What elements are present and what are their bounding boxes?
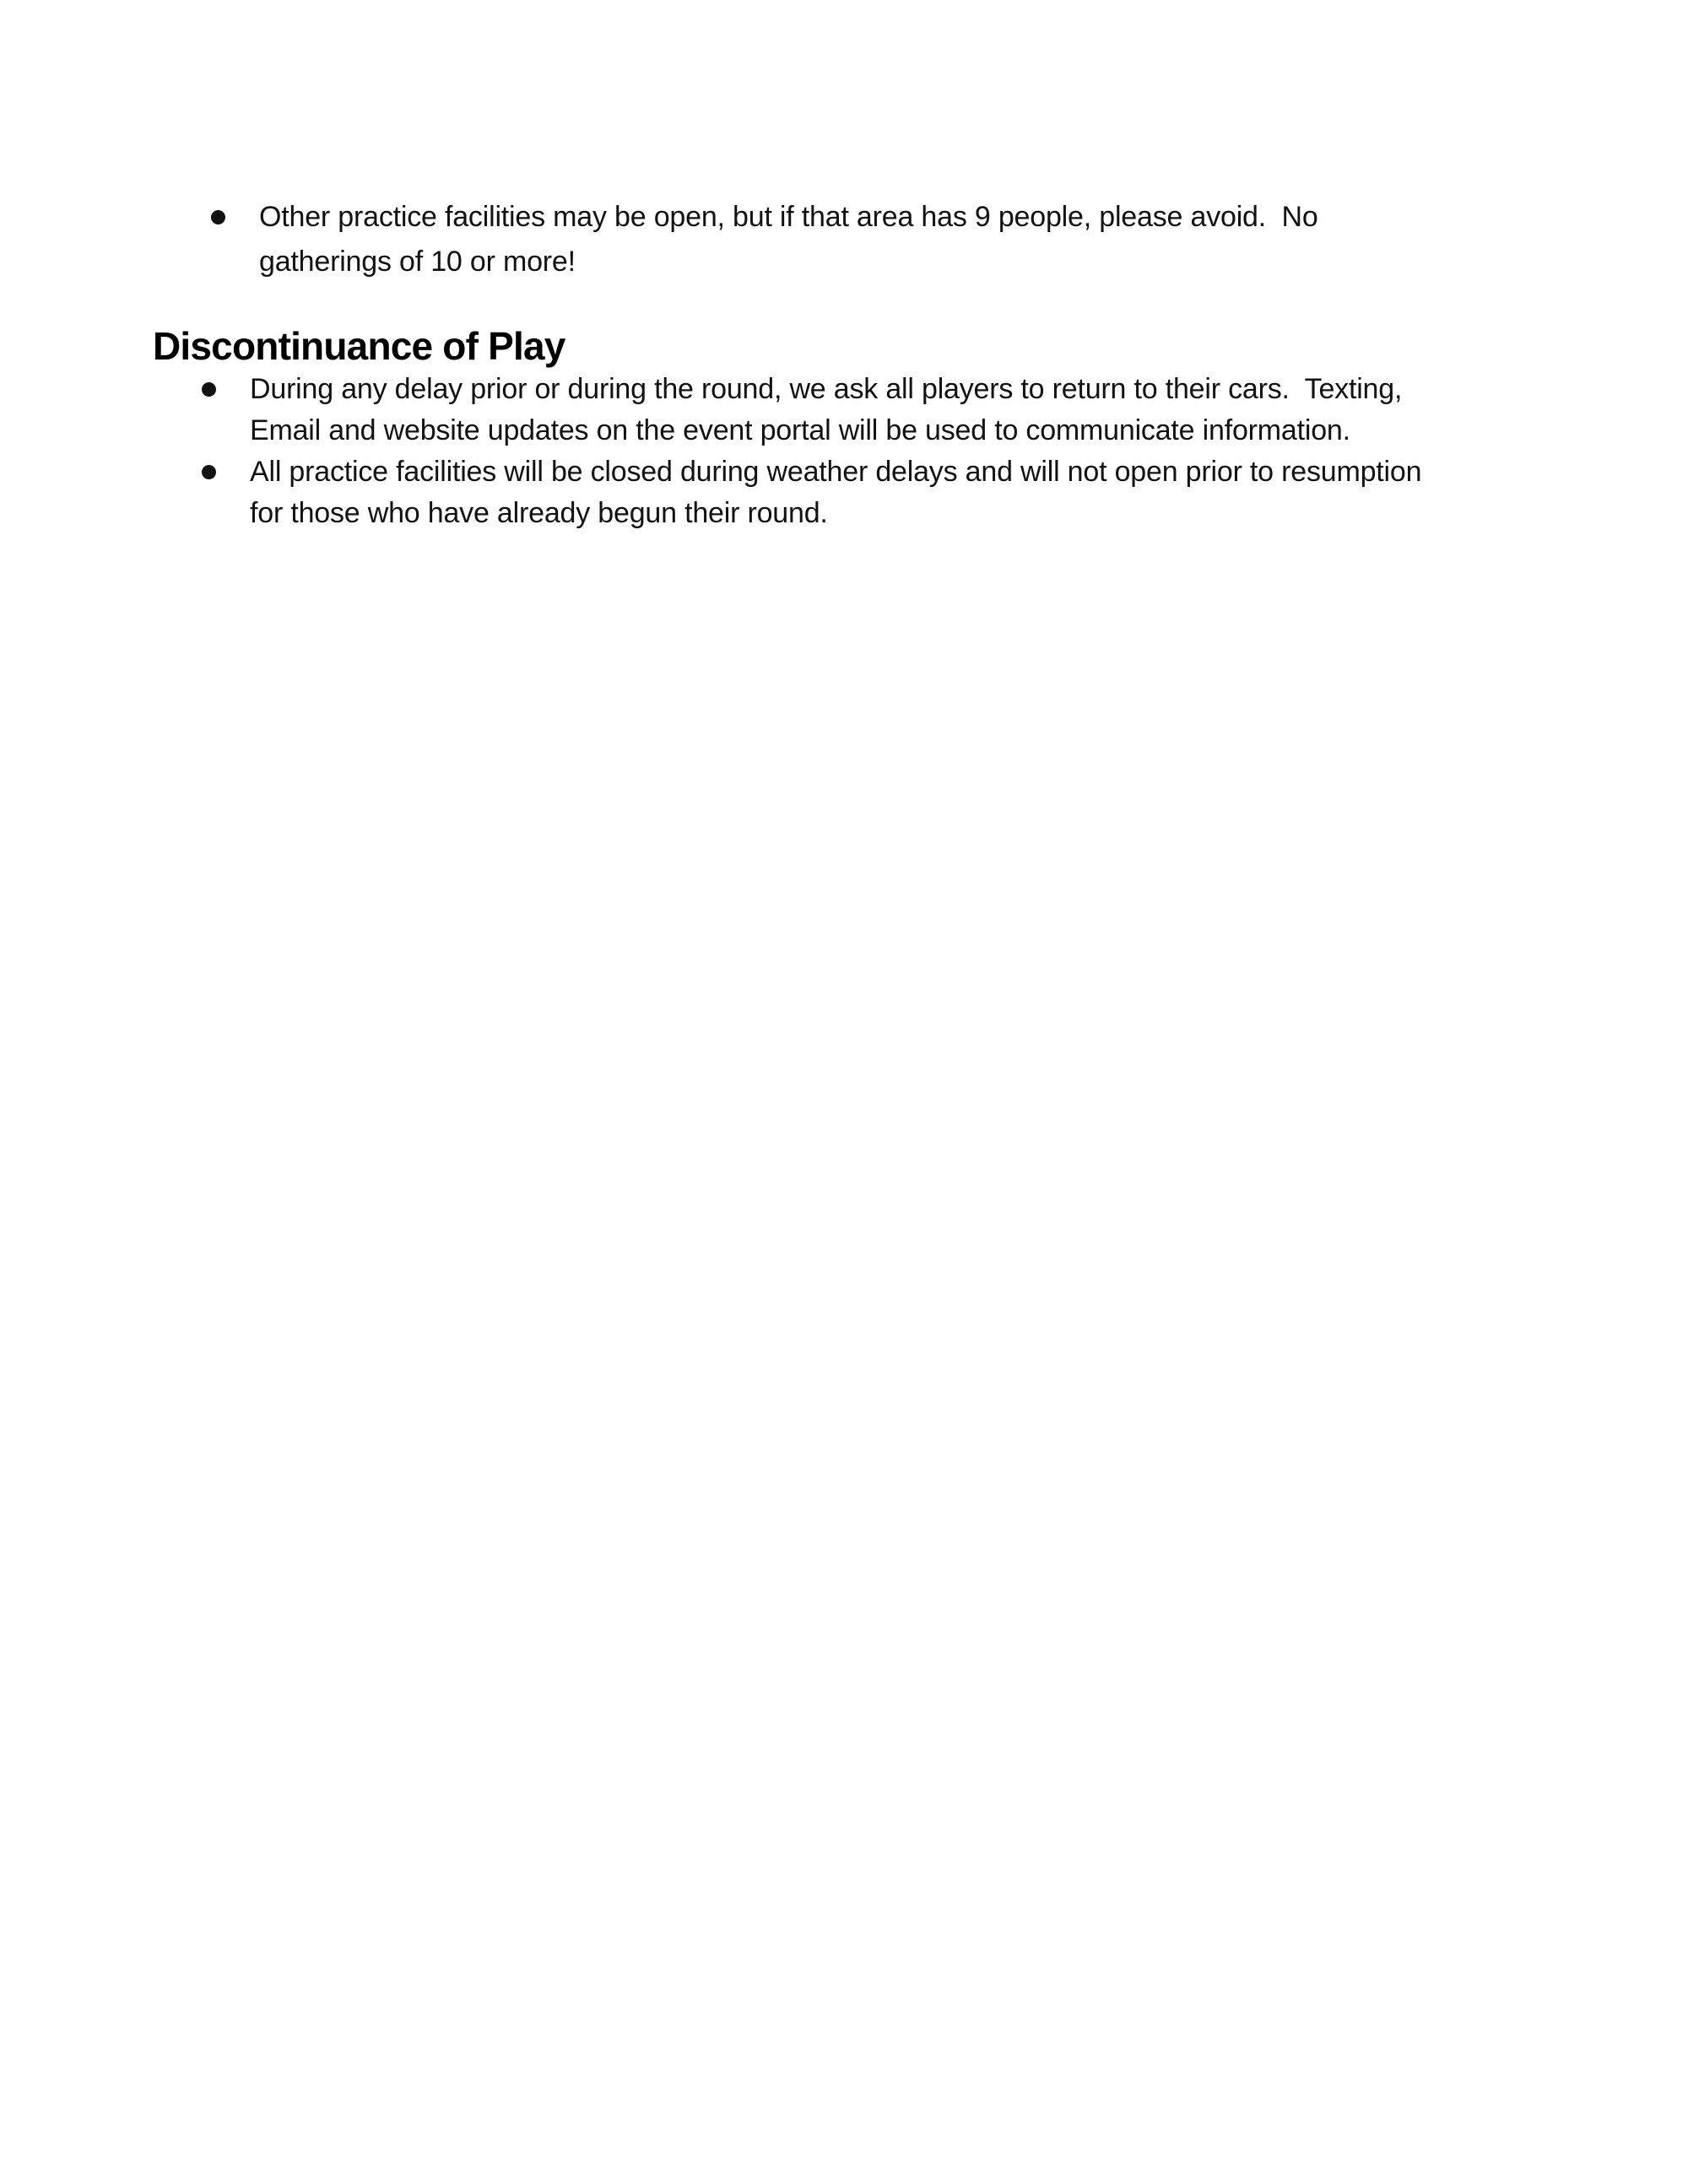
bullet-text bbox=[250, 369, 1402, 451]
bullet-text bbox=[250, 451, 1421, 534]
list-item bbox=[199, 451, 1421, 534]
section-bullet-list bbox=[199, 369, 1421, 534]
bullet-icon bbox=[211, 210, 225, 224]
bullet-text-line: All practice facilities will be closed during weather delays and will not open prior to resumption bbox=[250, 456, 1422, 488]
bullet-marker-column bbox=[199, 451, 250, 479]
bullet-marker-column bbox=[199, 369, 250, 397]
bullet-text bbox=[259, 195, 1318, 284]
list-item bbox=[208, 195, 1318, 284]
bullet-icon bbox=[202, 382, 216, 397]
bullet-icon bbox=[202, 465, 216, 479]
section-heading: Discontinuance of Play bbox=[153, 324, 565, 368]
bullet-text-line: Other practice facilities may be open, but if that area has 9 people, please avoid. No bbox=[259, 201, 1318, 233]
list-item bbox=[199, 369, 1421, 451]
bullet-text-line: During any delay prior or during the round, we ask all players to return to their cars. Texting, bbox=[250, 373, 1403, 405]
bullet-text-line: gatherings of 10 or more! bbox=[259, 246, 576, 278]
intro-bullet-list bbox=[208, 195, 1318, 284]
bullet-text-line: Email and website updates on the event portal will be used to communicate information. bbox=[250, 414, 1350, 446]
bullet-text-line: for those who have already begun their round. bbox=[250, 497, 828, 529]
bullet-marker-column bbox=[208, 195, 259, 224]
